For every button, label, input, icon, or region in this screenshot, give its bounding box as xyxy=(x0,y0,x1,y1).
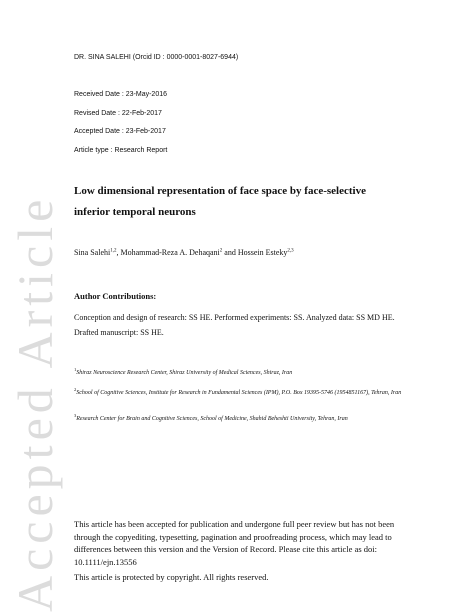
paper-title: Low dimensional representation of face space by face-selective inferior temporal neurons xyxy=(74,185,366,218)
author-list xyxy=(74,248,294,257)
affiliation-marker: 1,2 xyxy=(110,248,117,254)
affiliation-1 xyxy=(74,365,404,378)
affiliation-3 xyxy=(74,411,404,424)
contributions-text xyxy=(74,310,414,340)
affiliation-text: Research Center for Brain and Cognitive Sciences, School of Medicine, Shahid Beheshti University, Tehran, Iran xyxy=(76,416,348,422)
revised-date: Revised Date : 22-Feb-2017 xyxy=(74,110,162,117)
affiliation-marker: 2 xyxy=(219,248,223,254)
copyright-notice: This article is protected by copyright. All rights reserved. xyxy=(74,572,269,582)
author-orcid: DR. SINA SALEHI (Orcid ID : 0000-0001-8027-6944) xyxy=(74,54,239,61)
affiliation-number: 1 xyxy=(74,367,77,372)
affiliation-2 xyxy=(74,385,404,398)
author-name: and Hossein Esteky xyxy=(222,248,288,257)
author-name: , Mohammad-Reza A. Dehaqani xyxy=(116,248,220,257)
accepted-article-watermark: Accepted Article xyxy=(7,194,63,612)
publication-notice: This article has been accepted for publication and undergone full peer review but has not been through the copyediting, typesetting, pagination and proofreading process, which may lead to differences between this version and the Version of Record. Please cite this article as doi: 10.1111/ejn.13556 xyxy=(74,519,395,567)
article-type: Article type : Research Report xyxy=(74,147,168,154)
affiliation-text: School of Cognitive Sciences, Institute for Research in Fundamental Sciences (IPM), P.O. Box 19395-5746 (1954851167), Tehran, Iran xyxy=(76,390,402,396)
affiliation-number: 2 xyxy=(74,387,77,392)
accepted-date: Accepted Date : 23-Feb-2017 xyxy=(74,128,166,135)
contributions-heading: Author Contributions: xyxy=(74,291,157,301)
contributions-line: Drafted manuscript: SS HE. xyxy=(74,328,164,337)
author-name: Sina Salehi xyxy=(74,248,111,257)
affiliation-text: Shiraz Neuroscience Research Center, Shiraz University of Medical Sciences, Shiraz, Iran xyxy=(76,370,293,376)
affiliation-marker: 2,3 xyxy=(287,248,294,254)
received-date: Received Date : 23-May-2016 xyxy=(74,91,167,98)
affiliation-number: 3 xyxy=(74,413,77,418)
contributions-line: Conception and design of research: SS HE. Performed experiments: SS. Analyzed data: SS MD HE. xyxy=(74,313,395,322)
